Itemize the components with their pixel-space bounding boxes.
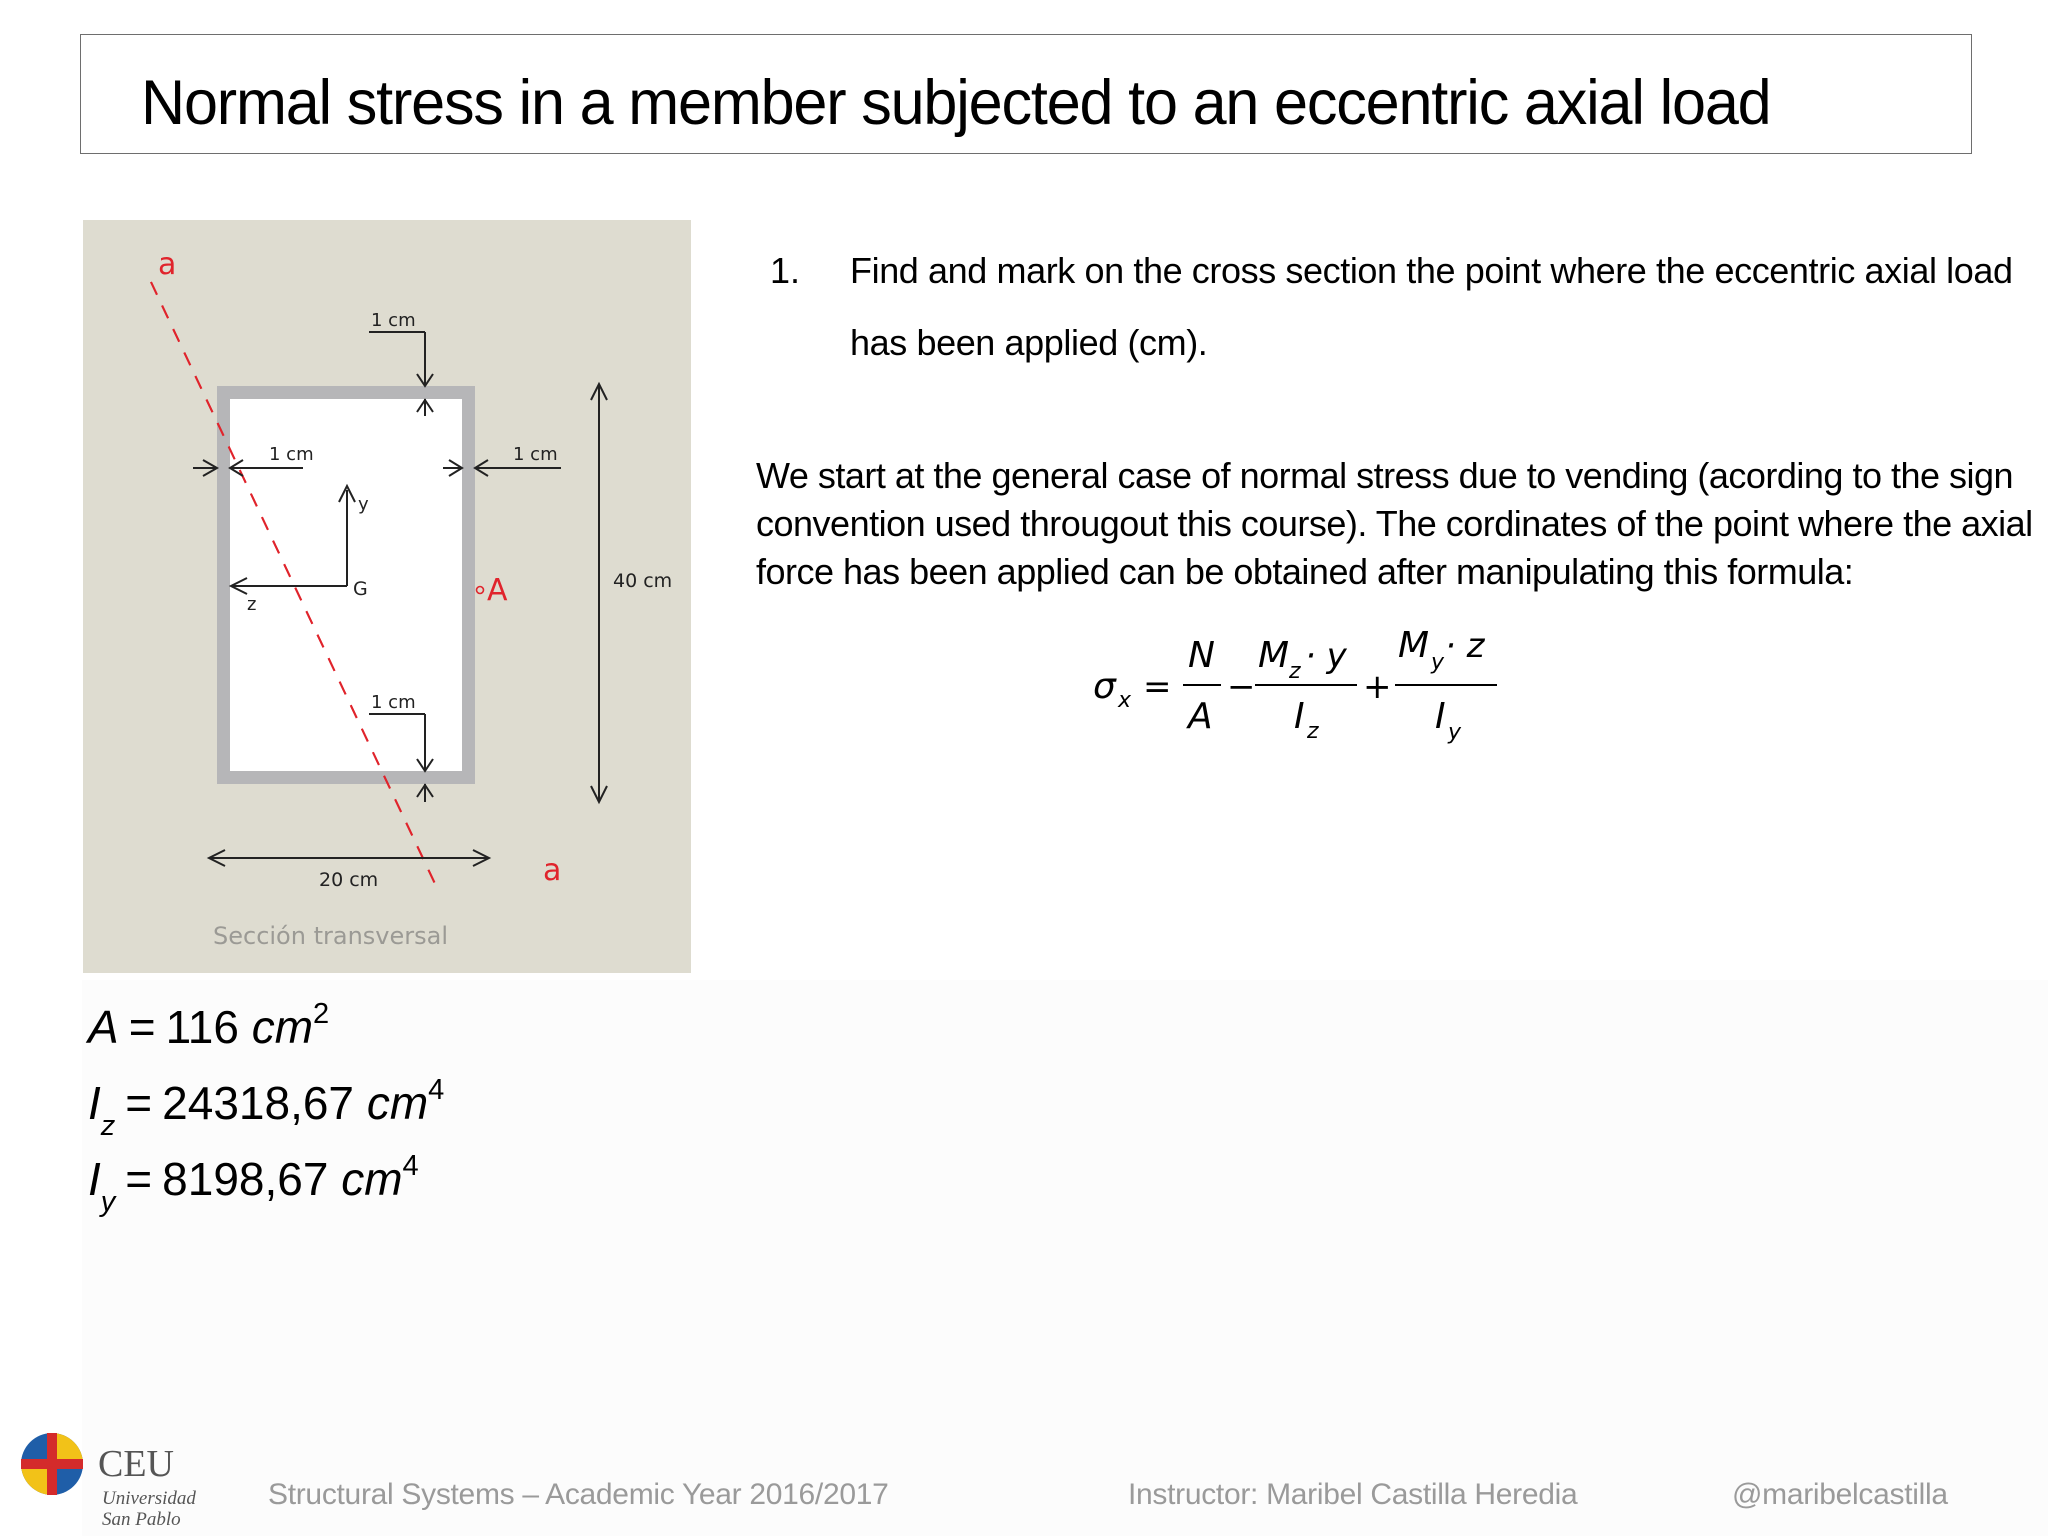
logo-sub-1: Universidad [102, 1488, 196, 1509]
property-iy-symbol: I [88, 1153, 101, 1205]
property-iy: $I_y = 8198,67$ $cm^4$ [88, 1150, 419, 1218]
explanation-paragraph [756, 452, 2033, 596]
formula-t3-num-m: M [1398, 625, 1430, 666]
property-area-value: 116 [165, 1001, 239, 1053]
formula-plus: + [1363, 667, 1392, 707]
title-frame [80, 34, 1972, 154]
formula-t2-num-sub: z [1289, 659, 1301, 684]
formula-t2-num-rest: · y [1305, 636, 1347, 676]
step-text-line-1: Find and mark on the cross section the point where the eccentric axial load [850, 250, 2013, 291]
footer-course: Structural Systems – Academic Year 2016/2017 [268, 1478, 889, 1511]
point-a-label: A [487, 573, 508, 608]
dim-left-wall: 1 cm [269, 444, 314, 465]
property-iz: $I_z = 24318,67$ $cm^4$ [88, 1074, 445, 1142]
formula-t1-num: N [1188, 635, 1215, 676]
property-iz-unit: cm [366, 1077, 429, 1129]
formula-t3-num-rest: · z [1445, 626, 1485, 666]
footer-handle: @maribelcastilla [1732, 1478, 1948, 1511]
property-area-symbol: A [88, 1001, 119, 1053]
slide-title: Normal stress in a member subjected to an eccentric axial load [141, 68, 1771, 138]
step-text-line-2: has been applied (cm). [850, 322, 1208, 363]
axis-y-label: y [358, 494, 369, 515]
step-number: 1. [770, 250, 801, 291]
footer-instructor: Instructor: Maribel Castilla Heredia [1128, 1478, 1578, 1511]
paragraph-line-3: force has been applied can be obtained after manipulating this formula: [756, 551, 1854, 592]
formula-t3-den-sub: y [1448, 720, 1462, 745]
centroid-label: G [353, 578, 368, 600]
formula-sigma: σ [1093, 666, 1116, 707]
formula-t1-den: A [1188, 696, 1213, 737]
ceu-logo [20, 1432, 220, 1532]
formula-minus: − [1227, 667, 1256, 707]
property-area-exp: 2 [313, 998, 330, 1030]
property-iy-exp: 4 [402, 1150, 419, 1182]
dim-right-wall: 1 cm [513, 444, 558, 465]
property-iz-value: 24318,67 [162, 1077, 355, 1129]
logo-sub-2: San Pablo [102, 1509, 181, 1530]
dim-width: 20 cm [319, 869, 379, 891]
paragraph-line-1: We start at the general case of normal stress due to vending (acording to the sign [756, 455, 2014, 496]
formula-t3-num-sub: y [1431, 650, 1445, 675]
normal-stress-formula [1085, 625, 1505, 755]
formula-t2-num-m: M [1258, 635, 1290, 676]
formula-t2-den: I [1294, 696, 1305, 737]
neutral-line-label-top: a [158, 247, 177, 282]
dim-top-wall: 1 cm [371, 310, 416, 331]
property-iy-unit: cm [341, 1153, 403, 1205]
property-iz-exp: 4 [428, 1074, 445, 1106]
formula-sigma-sub: x [1118, 688, 1132, 713]
formula-t2-den-sub: z [1307, 719, 1319, 744]
property-iz-symbol: I [88, 1077, 101, 1129]
property-area-unit: cm [251, 1001, 314, 1053]
lower-background [82, 980, 2048, 1536]
paragraph-line-2: convention used througout this course). The cordinates of the point where the axial [756, 503, 2033, 544]
dim-height: 40 cm [613, 570, 673, 592]
property-iy-sub: y [100, 1186, 116, 1218]
neutral-line-label-bottom: a [543, 853, 562, 888]
diagram-caption: Sección transversal [213, 922, 448, 950]
formula-equals: = [1143, 667, 1172, 707]
property-iz-sub: z [100, 1110, 116, 1142]
formula-t3-den: I [1435, 696, 1446, 737]
cross-section-diagram [83, 220, 691, 973]
property-iy-value: 8198,67 [162, 1153, 329, 1205]
dim-bottom-wall: 1 cm [371, 692, 416, 713]
logo-text: CEU [98, 1443, 174, 1485]
property-area: A = 116 $cm^2$ [88, 998, 330, 1053]
axis-z-label: z [247, 594, 257, 615]
